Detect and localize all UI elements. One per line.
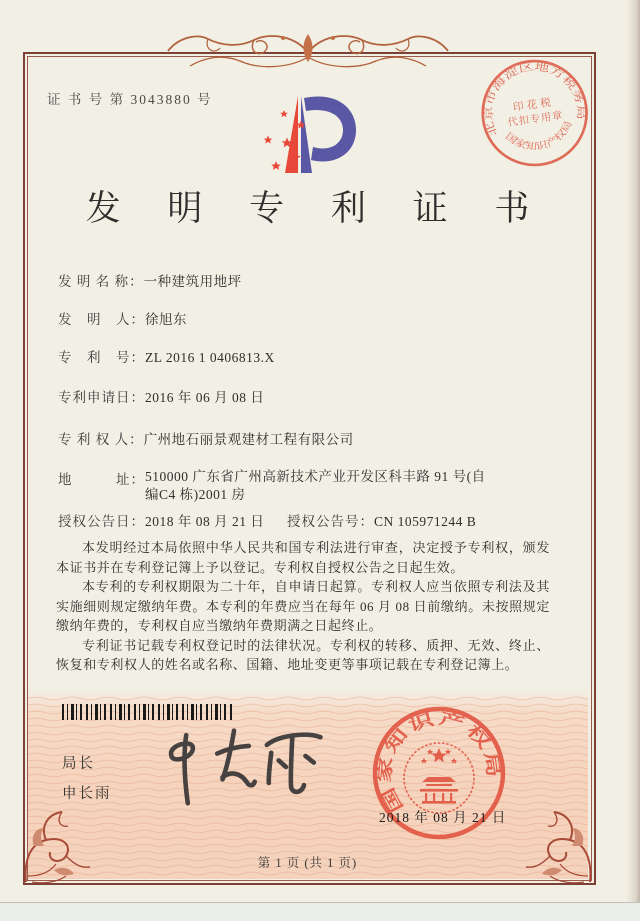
scan-edge-right	[626, 0, 640, 921]
svg-text:国家知识产权局	[374, 708, 503, 816]
field-value: 2016 年 06 月 08 日	[145, 390, 265, 405]
field-label: 专 利 权 人：	[58, 432, 144, 447]
tax-seal-ring-top-text: 北京市海淀区地方税务局	[483, 61, 586, 138]
field-label: 授权公告日：	[58, 514, 145, 529]
corner-floral-ornament	[526, 806, 596, 891]
dragon-ornament	[158, 26, 458, 83]
field-value: 广州地石丽景观建材工程有限公司	[143, 432, 354, 447]
field-label: 发 明 名 称：	[58, 274, 144, 289]
signer-title: 局长	[62, 756, 95, 772]
field-application-date	[58, 386, 264, 406]
field-value: 2018 年 08 月 21 日	[145, 514, 265, 529]
field-label: 授权公告号：	[287, 514, 374, 529]
field-label: 专 利 号：	[58, 350, 145, 365]
field-value: 徐旭东	[145, 312, 187, 327]
signature-handwriting	[156, 713, 341, 822]
legal-text	[56, 538, 550, 675]
certificate-number: 证 书 号 第 3043880 号	[47, 92, 213, 107]
scan-edge-bottom	[0, 902, 640, 921]
patent-office-logo	[254, 92, 374, 182]
field-value: CN 105971244 B	[374, 514, 477, 529]
field-address	[58, 468, 487, 503]
paragraph-grant: 本发明经过本局依照中华人民共和国专利法进行审查，决定授予专利权，颁发本证书并在专利登记簿上予以登记。专利权自授权公告之日起生效。	[56, 540, 550, 575]
signer-name: 申长雨	[62, 786, 112, 802]
field-grant-number	[287, 510, 476, 530]
paragraph-register: 专利证书记载专利权登记时的法律状况。专利权的转移、质押、无效、终止、恢复和专利权人的姓名或名称、国籍、地址变更等事项记载在专利登记簿上。	[56, 637, 550, 672]
field-label: 专利申请日：	[58, 390, 145, 405]
field-value: 510000 广东省广州高新技术产业开发区科丰路 91 号(自编C4 栋)2001 房	[145, 469, 486, 502]
tax-seal-line2: 代扣专用章	[507, 110, 565, 129]
tax-seal-ring-bottom-text: 国家知识产权局	[503, 120, 574, 153]
national-emblem-icon	[420, 748, 458, 804]
field-value: 一种建筑用地坪	[143, 274, 242, 289]
field-grant-date	[58, 510, 264, 530]
seal-date: 2018 年 08 月 21 日	[379, 810, 507, 825]
field-inventor	[58, 308, 187, 328]
tax-stamp-seal	[471, 50, 598, 181]
sipo-seal-ring-text: 国家知识产权局	[375, 708, 503, 816]
field-label: 地 址：	[58, 472, 145, 487]
corner-floral-ornament	[20, 806, 90, 891]
field-patent-number	[58, 346, 275, 366]
barcode	[62, 704, 232, 720]
field-invention-name	[58, 270, 242, 290]
certificate-title: 发 明 专 利 证 书	[85, 189, 549, 228]
field-patentee	[58, 428, 354, 448]
tax-seal-line1: 印花税	[512, 96, 555, 114]
sipo-seal	[368, 702, 510, 849]
paragraph-term-fees: 本专利的专利权期限为二十年，自申请日起算。专利权人应当依照专利法及其实施细则规定缴纳年费。本专利的年费应当在每年 06 月 08 日前缴纳。未按照规定缴纳年费的，专利权自应当缴纳年费期满之日起终止。	[56, 579, 550, 633]
field-label: 发 明 人：	[58, 312, 145, 327]
page-number: 第 1 页 (共 1 页)	[257, 856, 358, 870]
field-value: ZL 2016 1 0406813.X	[145, 350, 275, 365]
